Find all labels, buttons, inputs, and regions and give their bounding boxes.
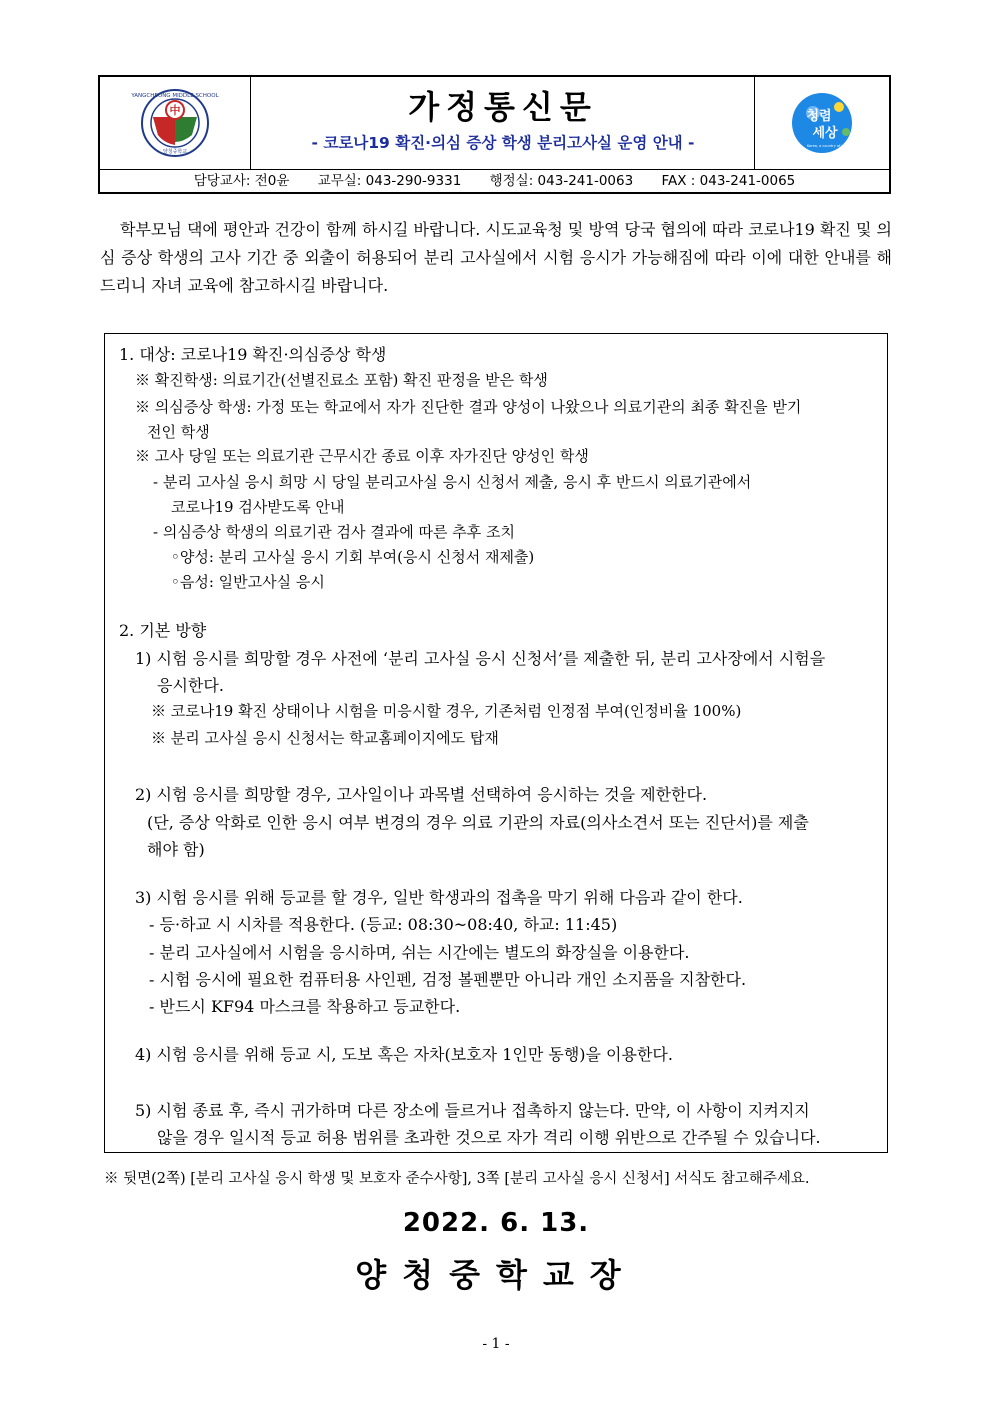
page-number: - 1 - bbox=[482, 1336, 510, 1352]
issue-date: 2022. 6. 13. bbox=[402, 1208, 590, 1238]
integrity-logo-cell bbox=[754, 77, 889, 169]
direction-3-item-2: - 분리 고사실에서 시험을 응시하며, 쉬는 시간에는 별도의 화장실을 이용한다. bbox=[149, 943, 690, 962]
section-1-title: 1. 대상: 코로나19 확진·의심증상 학생 bbox=[119, 345, 387, 364]
intro-paragraph: 학부모님 댁에 평안과 건강이 함께 하시길 바랍니다. 시도교육청 및 방역 당국 협의에 따라 코로나19 확진 및 의심 증상 학생의 고사 기간 중 외출이 허용되어 분리 고사실에서 시험 응시가 가능해짐에 따라 이에 대한 안내를 해드리니 자녀 교육에 참고하시길 바랍니다. bbox=[100, 220, 892, 295]
svg-text:Korea, a country of integrity: Korea, a country of integrity bbox=[807, 144, 857, 148]
target-exam-day: ※ 고사 당일 또는 의료기관 근무시간 종료 이후 자가진단 양성인 학생 bbox=[135, 447, 589, 465]
target-confirmed: ※ 확진학생: 의료기간(선별진료소 포함) 확진 판정을 받은 학생 bbox=[135, 371, 548, 389]
header-title-cell bbox=[251, 77, 755, 169]
integrity-logo-icon bbox=[755, 77, 889, 169]
svg-text:YANGCHEONG MIDDLE SCHOOL: YANGCHEONG MIDDLE SCHOOL bbox=[131, 93, 219, 99]
direction-1-note-2: ※ 분리 고사실 응시 신청서는 학교홈페이지에도 탑재 bbox=[151, 729, 499, 747]
direction-3-item-3: - 시험 응시에 필요한 컴퓨터용 사인펜, 검정 볼펜뿐만 아니라 개인 소지품을 지참한다. bbox=[149, 970, 747, 989]
fax-number: FAX : 043-241-0065 bbox=[661, 173, 796, 189]
direction-1: 1) 시험 응시를 희망할 경우 사전에 ‘분리 고사실 응시 신청서’를 제출한 뒤, 분리 고사장에서 시험을 bbox=[135, 649, 826, 668]
svg-text:청렴: 청렴 bbox=[806, 109, 832, 124]
office-phone: 교무실: 043-290-9331 bbox=[317, 173, 462, 189]
exam-day-item-1: - 분리 고사실 응시 희망 시 당일 분리고사실 응시 신청서 제출, 응시 후 반드시 의료기관에서 bbox=[153, 473, 752, 491]
letter-header bbox=[98, 75, 891, 194]
page-title: 가정통신문 bbox=[408, 88, 598, 126]
direction-2-cont-2: 해야 함) bbox=[147, 840, 205, 859]
contact-bar bbox=[100, 169, 889, 193]
school-emblem-icon bbox=[100, 77, 250, 169]
direction-5: 5) 시험 종료 후, 즉시 귀가하며 다른 장소에 들르거나 접촉하지 않는다. 만약, 이 사항이 지켜지지 bbox=[135, 1101, 810, 1120]
exam-day-item-2: - 의심증상 학생의 의료기관 검사 결과에 따른 추후 조치 bbox=[153, 523, 515, 541]
target-suspected-cont: 전인 학생 bbox=[147, 423, 210, 441]
direction-3: 3) 시험 응시를 위해 등교를 할 경우, 일반 학생과의 접촉을 막기 위해 다음과 같이 한다. bbox=[135, 888, 743, 907]
target-suspected: ※ 의심증상 학생: 가정 또는 학교에서 자가 진단한 결과 양성이 나왔으나 의료기관의 최종 확진을 받기 bbox=[135, 398, 802, 416]
principal-signature: 양청중학교장 bbox=[355, 1256, 637, 1294]
reference-note: ※ 뒷면(2쪽) [분리 고사실 응시 학생 및 보호자 준수사항], 3쪽 [분리 고사실 응시 신청서] 서식도 참고해주세요. bbox=[104, 1171, 810, 1187]
svg-text:양청중학교: 양청중학교 bbox=[162, 149, 188, 155]
exam-day-item-1-cont: 코로나19 검사받도록 안내 bbox=[171, 498, 345, 516]
result-positive: ◦양성: 분리 고사실 응시 기회 부여(응시 신청서 재제출) bbox=[171, 548, 535, 566]
page-subtitle: - 코로나19 확진·의심 증상 학생 분리고사실 운영 안내 - bbox=[311, 134, 695, 152]
direction-5-cont: 않을 경우 일시적 등교 허용 범위를 초과한 것으로 자가 격리 이행 위반으로 간주될 수 있습니다. bbox=[157, 1128, 821, 1147]
result-negative: ◦음성: 일반고사실 응시 bbox=[171, 573, 325, 591]
direction-2: 2) 시험 응시를 희망할 경우, 고사일이나 과목별 선택하여 응시하는 것을 제한한다. bbox=[135, 785, 708, 804]
direction-3-item-1: - 등·하교 시 시차를 적용한다. (등교: 08:30~08:40, 하교: 11:45) bbox=[149, 915, 618, 934]
svg-text:세상: 세상 bbox=[812, 126, 838, 141]
svg-text:中: 中 bbox=[169, 104, 181, 117]
section-2-title: 2. 기본 방향 bbox=[119, 621, 207, 640]
direction-4: 4) 시험 응시를 위해 등교 시, 도보 혹은 자차(보호자 1인만 동행)을 이용한다. bbox=[135, 1045, 673, 1064]
direction-2-cont: (단, 증상 악화로 인한 응시 여부 변경의 경우 의료 기관의 자료(의사소견서 또는 진단서)를 제출 bbox=[147, 813, 809, 832]
direction-1-note-1: ※ 코로나19 확진 상태이나 시험을 미응시할 경우, 기존처럼 인정점 부여(인정비율 100%) bbox=[151, 702, 742, 720]
direction-3-item-4: - 반드시 KF94 마스크를 착용하고 등교한다. bbox=[149, 997, 461, 1016]
info-box bbox=[104, 333, 888, 1153]
teacher-label: 담당교사: 전0윤 bbox=[193, 173, 290, 189]
admin-phone: 행정실: 043-241-0063 bbox=[489, 173, 634, 189]
school-logo-cell bbox=[100, 77, 251, 169]
direction-1-cont: 응시한다. bbox=[157, 676, 224, 695]
